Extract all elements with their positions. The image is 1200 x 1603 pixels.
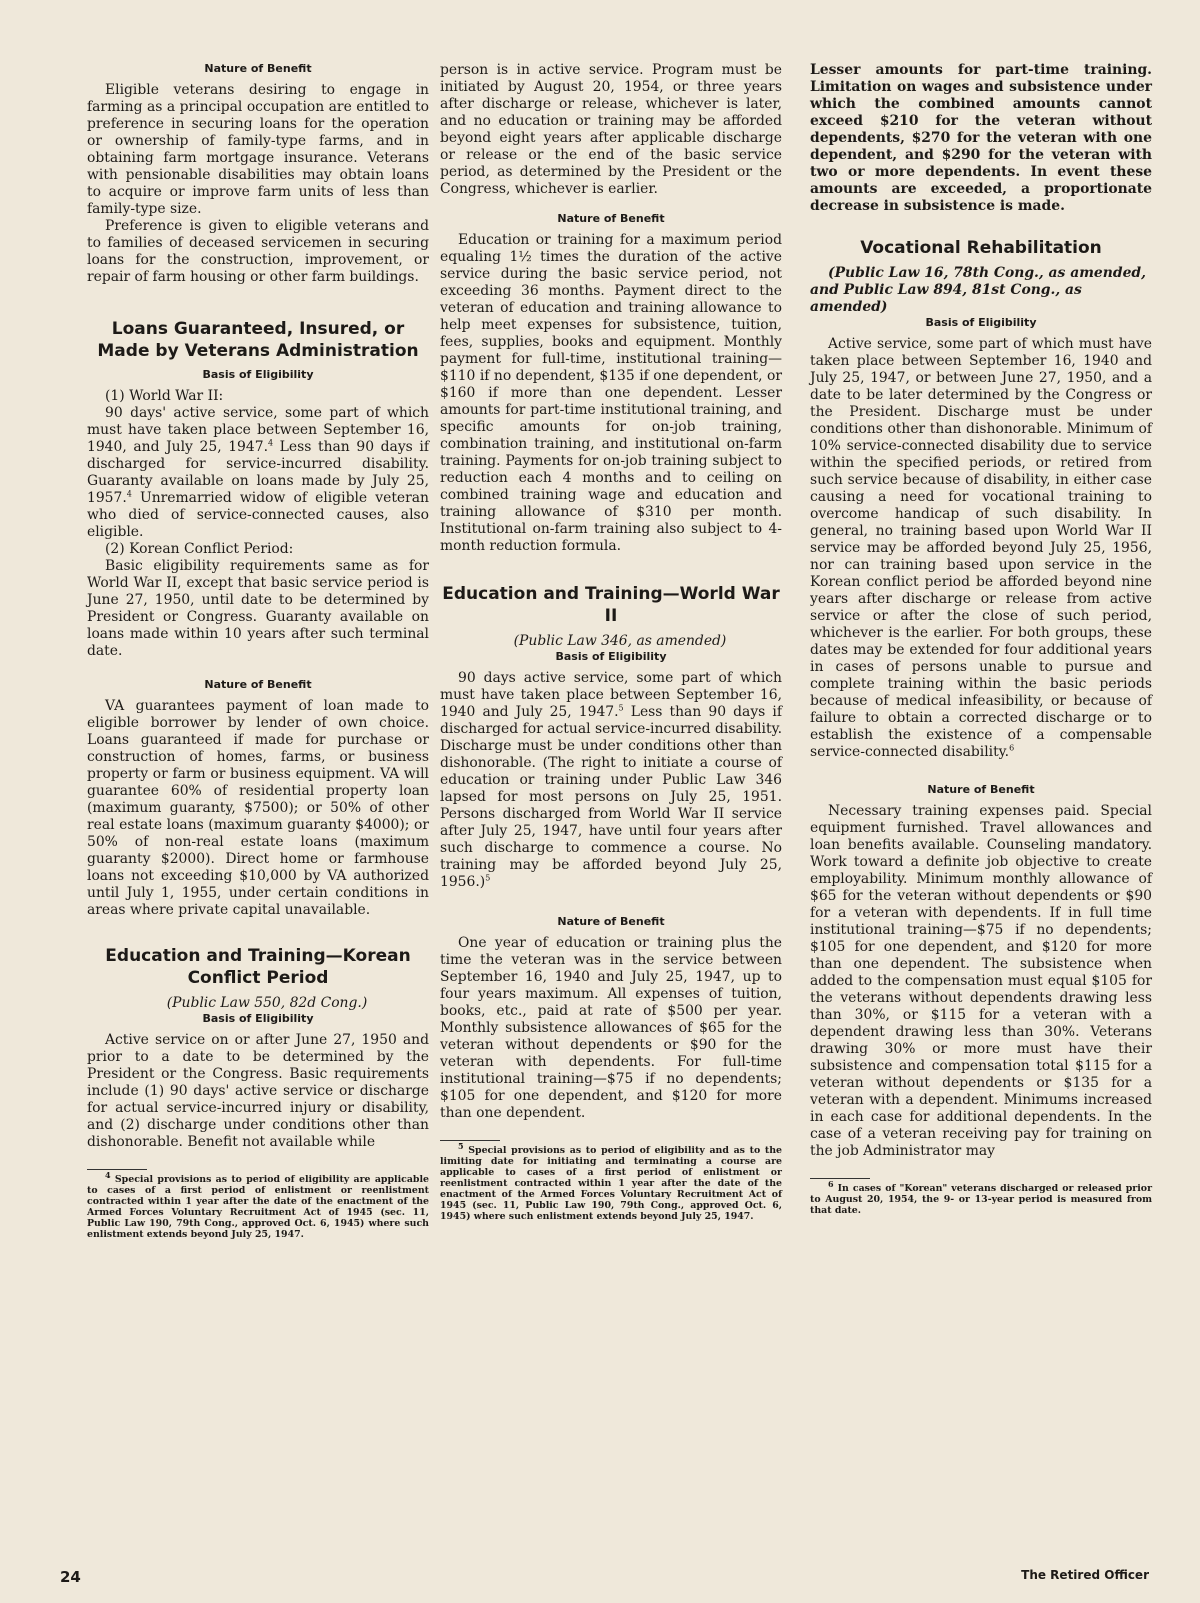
paragraph: Active service, some part of which must have taken place between September 16, 1940 and July 25, 1947, or between June 27, 1950, and a date to be later determined by the Congress or the President. Discharge must be under conditions other than dishonorable. Minimum of 10% service-connected disability due to service within the specified periods, or retired from such service because of disability, in either case causing a need for vocational training to overcome handicap of such disability. In general, no training based upon World War II service may be afforded beyond July 25, 1956, nor can training based upon service in the Korean conflict period be afforded beyond nine years after discharge or release from active service or after the close of such period, whichever is the earlier. For both groups, these dates may be extended for four additional years in cases of persons unable to pursue and complete training within the basic periods because of medical infeasibility, or because of failure to obtain a corrected discharge or to establish the existence of a compensable service-connected disability.$^6$: [810, 336, 1152, 760]
paragraph: Necessary training expenses paid. Special equipment furnished. Travel allowances and loan benefits available. Counseling mandatory. Work toward a definite job objective to create employability. Minimum monthly allowance of $65 for the veteran without dependents or $90 for a veteran with dependents. If in full time institutional training—$75 if no dependents; $105 for one dependent, and $120 for more than one dependent. The subsistence when added to the compensation must equal $105 for the veterans without dependents drawing less than 30%, or $115 for a veteran with a dependent drawing less than 30%. Veterans drawing 30% or more must have their subsistence and compensation total $115 for a veteran without dependents or $135 for a veteran with a dependent. Minimums increased in each case for additional dependents. In the case of a veteran receiving pay for training on the job Administrator may: [810, 803, 1152, 1159]
paragraph: person is in active service. Program must be initiated by August 20, 1954, or three years after discharge or release, whichever is later, and no education or training may be afforded beyond eight years after applicable discharge or release or the end of the basic service period, as determined by the President or the Congress, whichever is earlier.: [440, 62, 782, 197]
section-title-vocational: Vocational Rehabilitation: [860, 238, 1102, 258]
footnote-6: $^6$ In cases of "Korean" veterans discharged or released prior to August 20, 1954, the 9- or 13-year period is measured from that date.: [810, 1178, 1153, 1216]
paragraph: VA guarantees payment of loan made to eligible borrower by lender of own choice. Loans guaranteed if made for purchase or construction of homes, farms, or business property or farm or business equipment. VA will guarantee 60% of residential property loan (maximum guaranty, $7500); or 50% of other real estate loans (maximum guaranty $4000); or 50% of non-real estate loans (maximum guaranty $2000). Direct home or farmhouse loans not exceeding $10,000 by VA authorized until July 1, 1955, under certain conditions in areas where private capital unavailable.: [87, 698, 429, 918]
publication-name: The Retired Officer: [1021, 1568, 1149, 1582]
footnote-4: $^4$ Special provisions as to period of eligibility are applicable to cases of a first period of enlistment or reenlistment contracted within 1 year after the date of the enactment of the Armed Forces Voluntary Recruitment Act of 1945 (sec. 11, Public Law 190, 79th Cong., approved Oct. 6, 1945) where such enlistment extends beyond July 25, 1947.: [87, 1169, 430, 1240]
paragraph: One year of education or training plus the time the veteran was in the service between September 16, 1940 and July 25, 1947, up to four years maximum. All expenses of tuition, books, etc., paid at rate of $500 per year. Monthly subsistence allowances of $65 for the veteran without dependents or $90 for the veteran with dependents. For full-time institutional training—$75 if no dependents; $105 for one dependent, and $120 for more than one dependent.: [440, 935, 782, 1121]
heading-basis-of-eligibility: Basis of Eligibility: [202, 1012, 314, 1025]
paragraph: (2) Korean Conflict Period:: [105, 541, 294, 557]
heading-nature-of-benefit: Nature of Benefit: [204, 678, 312, 691]
column-1: [87, 62, 429, 1240]
footnote-rule: [87, 1169, 147, 1170]
paragraph: Active service on or after June 27, 1950 and prior to a date to be determined by the President or the Congress. Basic requirements include (1) 90 days' active service or discharge for actual service-incurred injury or disability, and (2) discharge under conditions other than dishonorable. Benefit not available while: [87, 1032, 429, 1150]
law-citation: (Public Law 16, 78th Cong., as amended, and Public Law 894, 81st Cong., as amended): [810, 265, 1146, 315]
paragraph: 90 days' active service, some part of which must have taken place between September 16, 1940, and July 25, 1947.$^4$ Less than 90 days if discharged for service-incurred disability. Guaranty available on loans made by July 25, 1957.$^4$ Unremarried widow of eligible veteran who died of service-connected causes, also eligible.: [87, 405, 429, 540]
paragraph: (1) World War II:: [105, 388, 224, 404]
heading-basis-of-eligibility: Basis of Eligibility: [925, 316, 1037, 329]
page-number: 24: [60, 1568, 81, 1586]
section-title-education-korea: Education and Training—Korean Conflict Period: [105, 946, 411, 988]
paragraph: Education or training for a maximum period equaling 1½ times the duration of the active service during the basic service period, not exceeding 36 months. Payment direct to the veteran of education and training allowance to help meet expenses for subsistence, tuition, fees, supplies, books and equipment. Monthly payment for full-time, institutional training—$110 if no dependent, $135 if one dependent, or $160 if more than one dependent. Lesser amounts for part-time institutional training, and specific amounts for on-job training, combination training, and institutional on-farm training. Payments for on-job training subject to reduction each 4 months and to ceiling on combined training wage and education and training allowance of $310 per month. Institutional on-farm training also subject to 4-month reduction formula.: [440, 232, 782, 554]
law-citation: (Public Law 550, 82d Cong.): [166, 995, 368, 1011]
heading-nature-of-benefit: Nature of Benefit: [927, 783, 1035, 796]
heading-nature-of-benefit: Nature of Benefit: [557, 915, 665, 928]
section-title-education-ww2: Education and Training—World War II: [442, 584, 780, 626]
paragraph: 90 days active service, some part of which must have taken place between September 16, 1940 and July 25, 1947.$^5$ Less than 90 days if discharged for actual service-incurred disability. Discharge must be under conditions other than dishonorable. (The right to initiate a course of education or training under Public Law 346 lapsed for most persons on July 25, 1951. Persons discharged from World War II service after July 25, 1947, have until four years after such discharge to commence a course. No training may be afforded beyond July 25, 1956.)$^5$: [440, 670, 782, 890]
column-2: [440, 62, 782, 1222]
footnote-rule: [440, 1140, 500, 1141]
column-3: [810, 62, 1152, 1216]
paragraph: Eligible veterans desiring to engage in farming as a principal occupation are entitled to preference in securing loans for the operation or ownership of family-type farms, and in obtaining farm mortgage insurance. Veterans with pensionable disabilities may obtain loans to acquire or improve farm units of less than family-type size.: [87, 82, 429, 217]
footnote-rule: [810, 1178, 870, 1179]
footnote-5: $^5$ Special provisions as to period of eligibility and as to the limiting date for initiating and terminating a course are applicable to cases of a first period of enlistment or reenlistment contracted within 1 year after the date of the enactment of the Armed Forces Voluntary Recruitment Act of 1945 (sec. 11, Public Law 190, 79th Cong., approved Oct. 6, 1945) where such enlistment extends beyond July 25, 1947.: [440, 1140, 782, 1222]
heading-nature-of-benefit: Nature of Benefit: [204, 62, 312, 75]
paragraph: Basic eligibility requirements same as for World War II, except that basic service period is June 27, 1950, until date to be determined by President or Congress. Guaranty available on loans made within 10 years after such terminal date.: [87, 558, 429, 659]
section-title-loans: Loans Guaranteed, Insured, or Made by Veterans Administration: [97, 319, 419, 361]
heading-basis-of-eligibility: Basis of Eligibility: [202, 368, 314, 381]
paragraph: Lesser amounts for part-time training. Limitation on wages and subsistence under which the combined amounts cannot exceed $210 for the veteran without dependents, $270 for the veteran with one dependent, and $290 for the veteran with two or more dependents. In event these amounts are exceeded, a proportionate decrease in subsistence is made.: [810, 62, 1152, 214]
heading-nature-of-benefit: Nature of Benefit: [557, 212, 665, 225]
heading-basis-of-eligibility: Basis of Eligibility: [555, 650, 667, 663]
law-citation: (Public Law 346, as amended): [513, 633, 727, 649]
paragraph: Preference is given to eligible veterans and to families of deceased servicemen in securing loans for the construction, improvement, or repair of farm housing or other farm buildings.: [87, 218, 429, 285]
